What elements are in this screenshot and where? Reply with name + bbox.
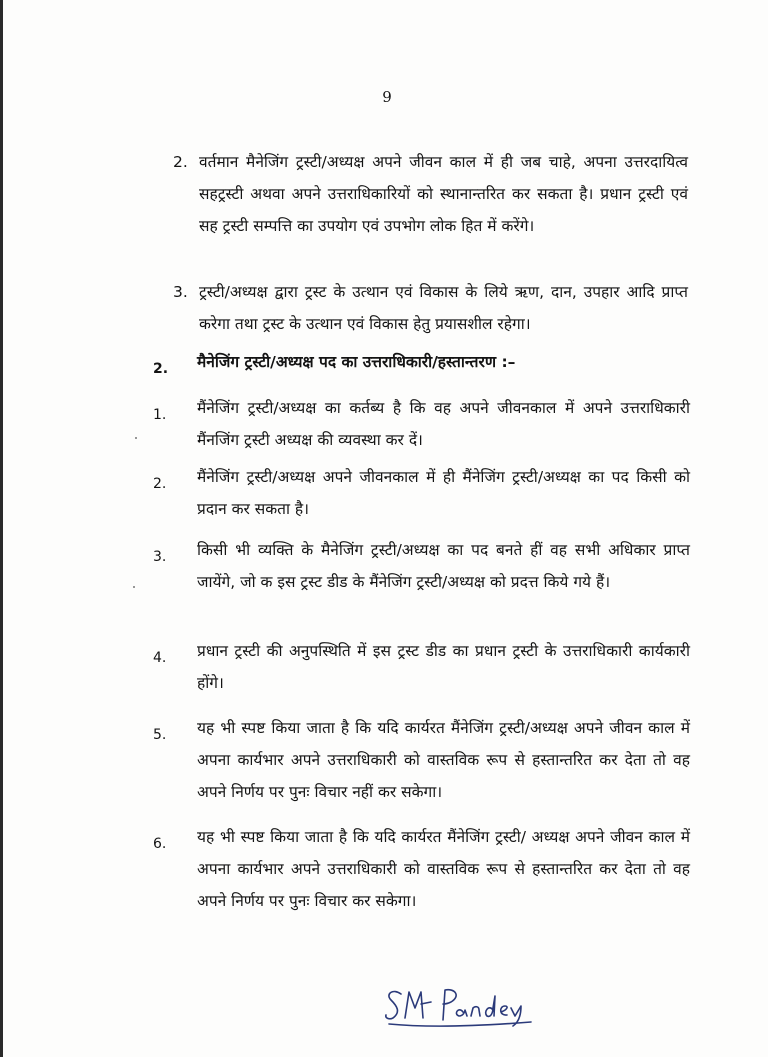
list-item (153, 712, 690, 808)
list-item-text: किसी भी व्यक्ति के मैनेजिंग ट्रस्टी/अध्यक्ष का पद बनते हीं वह सभी अधिकार प्राप्त जायेंगे, जो क इस ट्रस्ट डीड के मैंनेजिंग ट्रस्टी/अध्यक्ष को प्रदत्त किये गये हैं। (197, 541, 690, 591)
list-item (153, 534, 690, 598)
list-item-text: यह भी स्पष्ट किया जाता है कि यदि कार्यरत मैंनेजिंग ट्रस्टी/ अध्यक्ष अपने जीवन काल में अपना कार्यभार अपने उत्तराधिकारी को वास्तविक रूप से हस्तान्तरित कर देता तो वह अपने निर्णय पर पुनः विचार कर सकेगा। (197, 828, 690, 910)
list-item-text: यह भी स्पष्ट किया जाता है कि यदि कार्यरत मैंनेजिंग ट्रस्टी/अध्यक्ष अपने जीवन काल में अपना कार्यभार अपने उत्तराधिकारी को वास्तविक रूप से हस्तान्तरित कर देता तो वह अपने निर्णय पर पुनः विचार नहीं कर सकेगा। (197, 719, 690, 801)
scan-speck (133, 586, 135, 588)
sub-item-3 (173, 276, 688, 340)
page-number: 9 (382, 88, 392, 106)
list-item-number: 5. (153, 727, 167, 743)
handwritten-signature (381, 982, 541, 1030)
list-item-number: 1. (153, 407, 167, 423)
scan-speck (135, 437, 137, 439)
sub-item-text: वर्तमान मैनेजिंग ट्रस्टी/अध्यक्ष अपने जीवन काल में ही जब चाहे, अपना उत्तरदायित्व सहट्रस्टी अथवा अपने उत्तराधिकारियों को स्थानान्तरित कर सकता है। प्रधान ट्रस्टी एवं सह ट्रस्टी सम्पत्ति का उपयोग एवं उपभोग लोक हित में करेंगे। (199, 153, 688, 235)
list-item (153, 821, 690, 917)
list-item-number: 2. (153, 476, 167, 492)
sub-item-number: 3. (173, 283, 188, 301)
list-item (153, 392, 690, 456)
list-item-text: मैंनेजिंग ट्रस्टी/अध्यक्ष का कर्तब्य है कि वह अपने जीवनकाल में अपने उत्तराधिकारी मैंनजिंग ट्रस्टी अध्यक्ष की व्यवस्था कर दें। (197, 399, 690, 449)
section-number: 2. (153, 361, 169, 377)
list-item-text: मैंनेजिंग ट्रस्टी/अध्यक्ष अपने जीवनकाल में ही मैंनेजिंग ट्रस्टी/अध्यक्ष का पद किसी को प्रदान कर सकता है। (197, 468, 690, 518)
list-item-number: 4. (153, 650, 167, 666)
section-title: मैनेजिंग ट्रस्टी/अध्यक्ष पद का उत्तराधिकारी/हस्तान्तरण :– (197, 353, 516, 371)
section-heading (153, 346, 690, 378)
list-item-text: प्रधान ट्रस्टी की अनुपस्थिति में इस ट्रस्ट डीड का प्रधान ट्रस्टी के उत्तराधिकारी कार्यकारी होंगे। (197, 642, 690, 692)
sub-item-text: ट्रस्टी/अध्यक्ष द्वारा ट्रस्ट के उत्थान एवं विकास के लिये ऋण, दान, उपहार आदि प्राप्त करेगा तथा ट्रस्ट के उत्थान एवं विकास हेतु प्रयासशील रहेगा। (199, 283, 688, 333)
list-item-number: 6. (153, 836, 167, 852)
list-item (153, 635, 690, 699)
sub-item-number: 2. (173, 153, 188, 171)
sub-item-2 (173, 146, 688, 242)
list-item-number: 3. (153, 549, 167, 565)
list-item (153, 461, 690, 525)
